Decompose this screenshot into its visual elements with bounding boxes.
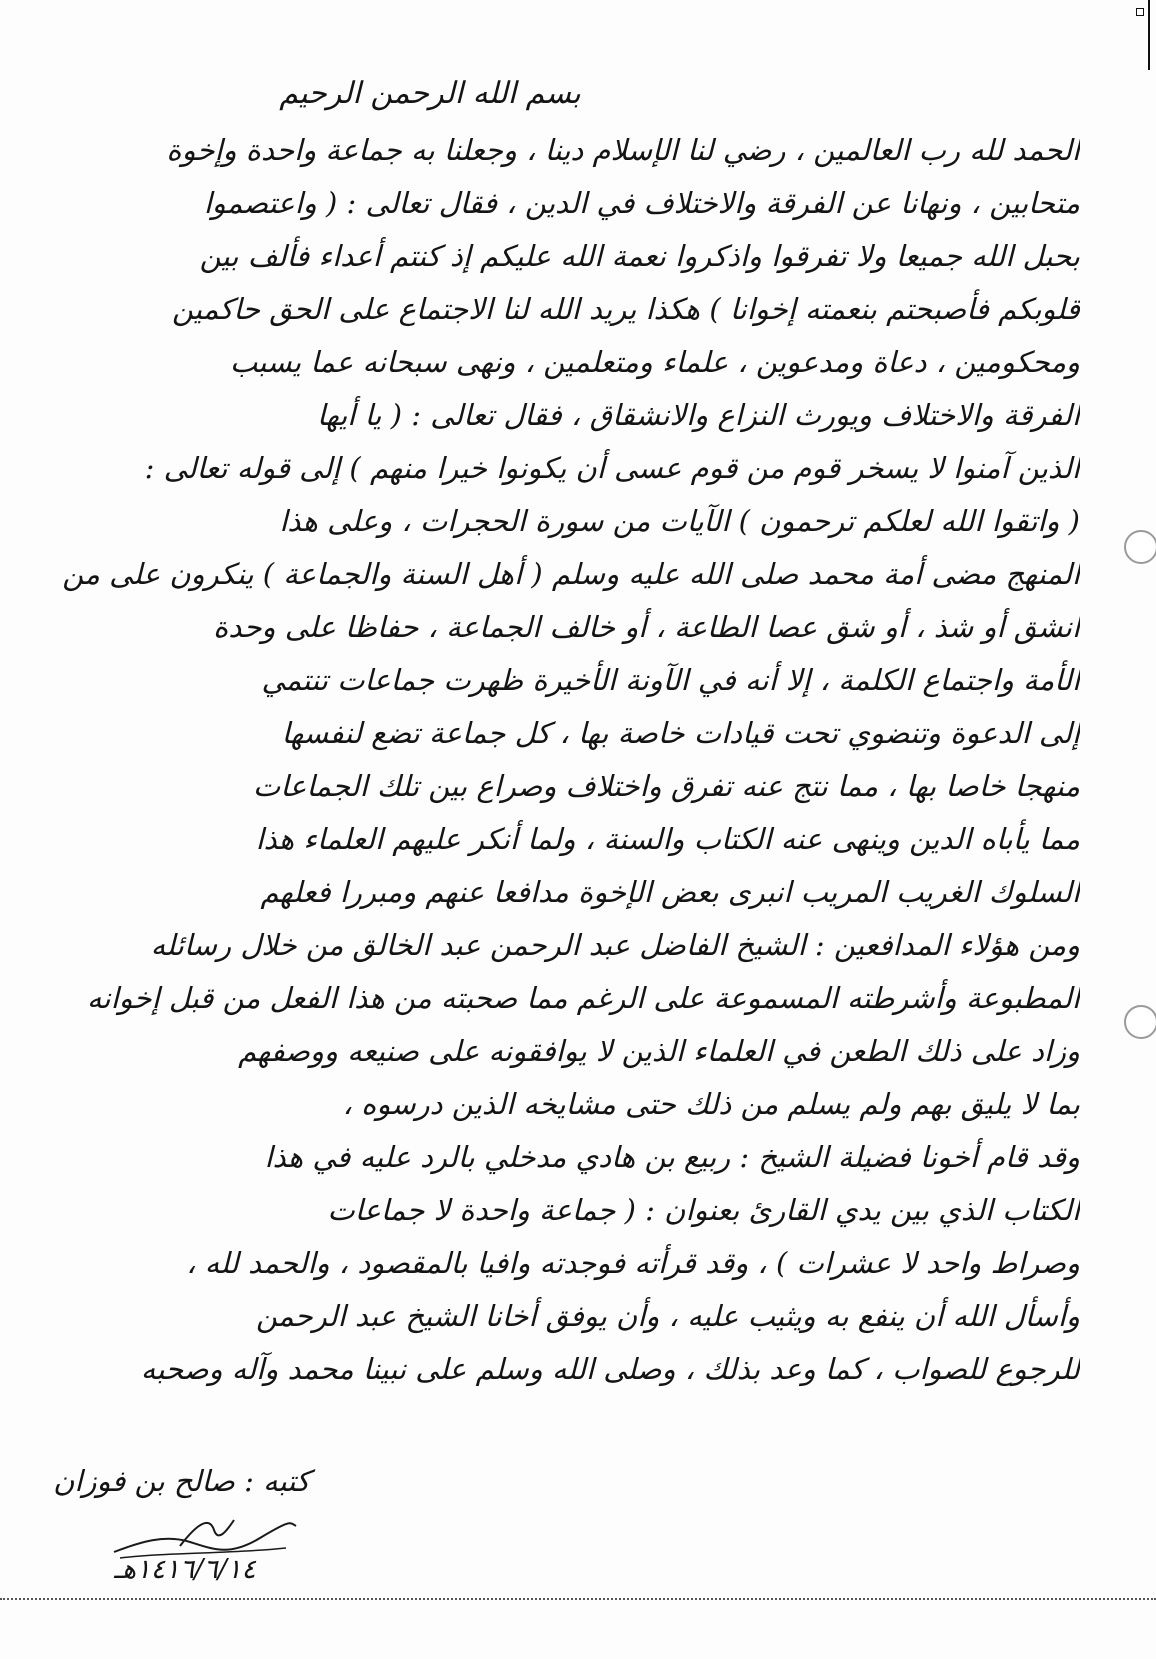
letter-line: وأسأل الله أن ينفع به ويثيب عليه ، وأن يوفق أخانا الشيخ عبد الرحمن [255, 1299, 1080, 1333]
letter-line: السلوك الغريب المريب انبرى بعض الإخوة مدافعا عنهم ومبررا فعلهم [260, 875, 1080, 909]
letter-line: منهجا خاصا بها ، مما نتج عنه تفرق واختلاف وصراع بين تلك الجماعات [253, 769, 1080, 803]
signature-block [53, 1456, 450, 1585]
letter-line: وزاد على ذلك الطعن في العلماء الذين لا يوافقونه على صنيعه ووصفهم [238, 1034, 1080, 1068]
letter-line: الذين آمنوا لا يسخر قوم من قوم عسى أن يكونوا خيرا منهم ) إلى قوله تعالى : [144, 451, 1080, 485]
letter-line: الحمد لله رب العالمين ، رضي لنا الإسلام دينا ، وجعلنا به جماعة واحدة وإخوة [166, 133, 1080, 167]
letter-line: الفرقة والاختلاف ويورث النزاع والانشقاق ، فقال تعالى : ( يا أيها [317, 398, 1080, 432]
letter-line: المنهج مضى أمة محمد صلى الله عليه وسلم ( أهل السنة والجماعة ) ينكرون على من [62, 557, 1080, 591]
letter-line: انشق أو شذ ، أو شق عصا الطاعة ، أو خالف الجماعة ، حفاظا على وحدة [213, 610, 1080, 644]
basmala-heading: بسم الله الرحمن الرحيم [279, 76, 581, 111]
letter-line: للرجوع للصواب ، كما وعد بذلك ، وصلى الله وسلم على نبينا محمد وآله وصحبه [140, 1352, 1080, 1386]
letter-line: إلى الدعوة وتنضوي تحت قيادات خاصة بها ، كل جماعة تضع لنفسها [281, 716, 1080, 750]
letter-line: وصراط واحد لا عشرات ) ، وقد قرأته فوجدته وافيا بالمقصود ، والحمد لله ، [186, 1246, 1080, 1280]
signature-author: كتبه : صالح بن فوزان [53, 1464, 310, 1498]
page-bottom-dotted-line [0, 1598, 1156, 1600]
letter-line: متحابين ، ونهانا عن الفرقة والاختلاف في الدين ، فقال تعالى : ( واعتصموا [203, 186, 1080, 220]
letter-body [40, 124, 1080, 1396]
letter-line: بحبل الله جميعا ولا تفرقوا واذكروا نعمة الله عليكم إذ كنتم أعداء فألف بين [199, 239, 1080, 273]
letter-line: وقد قام أخونا فضيلة الشيخ : ربيع بن هادي مدخلي بالرد عليه في هذا [264, 1140, 1080, 1174]
letter-line: الأمة واجتماع الكلمة ، إلا أنه في الآونة الأخيرة ظهرت جماعات تنتمي [261, 663, 1080, 697]
letter-line: ومحكومين ، دعاة ومدعوين ، علماء ومتعلمين ، ونهى سبحانه عما يسبب [229, 345, 1080, 379]
signature-date: ١٤١٦/٦/١٤هـ [114, 1554, 256, 1585]
letter-line: ( واتقوا الله لعلكم ترحمون ) الآيات من سورة الحجرات ، وعلى هذا [279, 504, 1080, 538]
scan-edge-mark [1138, 0, 1150, 70]
punch-hole-icon [1124, 1005, 1156, 1039]
punch-hole-icon [1124, 530, 1156, 564]
handwritten-letter [40, 70, 1080, 1396]
letter-line: بما لا يليق بهم ولم يسلم من ذلك حتى مشايخه الذين درسوه ، [342, 1087, 1080, 1121]
letter-line: المطبوعة وأشرطته المسموعة على الرغم مما صحبته من هذا الفعل من قبل إخوانه [86, 981, 1080, 1015]
letter-line: الكتاب الذي بين يدي القارئ بعنوان : ( جماعة واحدة لا جماعات [327, 1193, 1080, 1227]
letter-line: مما يأباه الدين وينهى عنه الكتاب والسنة ، ولما أنكر عليهم العلماء هذا [255, 822, 1080, 856]
letter-line: قلوبكم فأصبحتم بنعمته إخوانا ) هكذا يريد الله لنا الاجتماع على الحق حاكمين [171, 292, 1080, 326]
letter-line: ومن هؤلاء المدافعين : الشيخ الفاضل عبد الرحمن عبد الخالق من خلال رسائله [150, 928, 1080, 962]
